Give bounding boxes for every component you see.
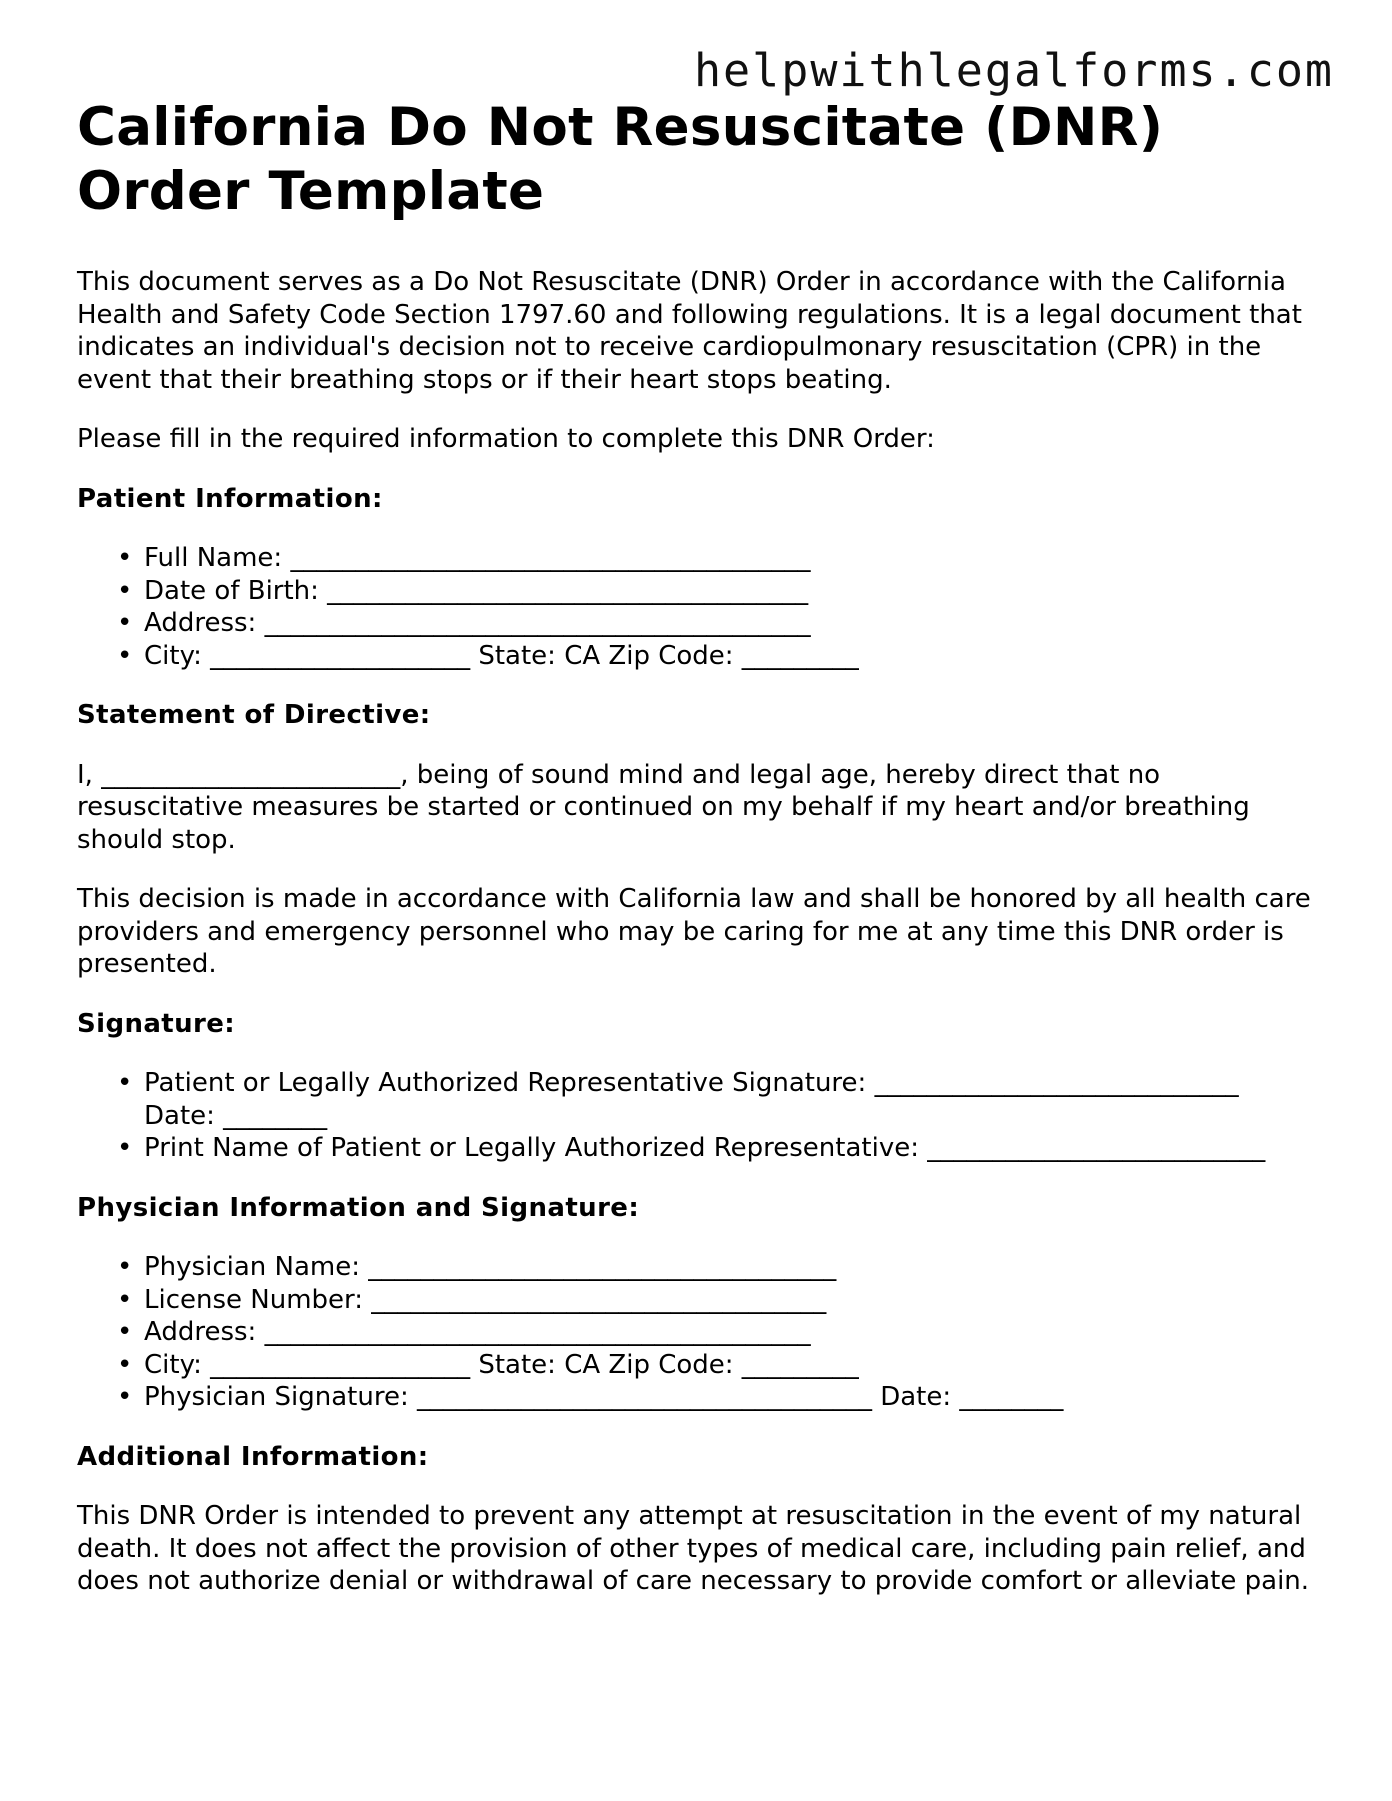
patient-signature-field[interactable] — [117, 1067, 1317, 1132]
field-label: Address: __________________________________________ — [144, 1317, 811, 1347]
patient-full-name-field[interactable] — [117, 542, 1317, 575]
physician-signature-field[interactable] — [117, 1381, 1317, 1414]
bullet-icon: • — [117, 1252, 133, 1282]
physician-list — [77, 1251, 1317, 1414]
document-page — [77, 96, 1317, 1625]
patient-info-heading: Patient Information: — [77, 483, 383, 514]
physician-heading: Physician Information and Signature: — [77, 1192, 640, 1223]
field-label: Address: __________________________________________ — [144, 608, 811, 638]
directive-legal-paragraph: This decision is made in accordance with California law and shall be honored by all health care providers and emergency personnel who may be caring for me at any time this DNR order is presented. — [77, 884, 1311, 979]
field-label: City: ____________________ State: CA Zip Code: _________ — [144, 1349, 859, 1380]
patient-dob-field[interactable] — [117, 575, 1317, 608]
field-label: Date of Birth: _____________________________________ — [144, 575, 809, 606]
patient-print-name-field[interactable] — [117, 1132, 1317, 1165]
physician-city-state-zip-field[interactable] — [117, 1349, 1317, 1382]
field-label: License Number: ___________________________________ — [144, 1284, 827, 1315]
bullet-icon: • — [117, 1317, 133, 1347]
additional-info-paragraph: This DNR Order is intended to prevent any attempt at resuscitation in the event of my natural death. It does not affect the provision of other types of medical care, including pain relief, and does not authorize denial or withdrawal of care necessary to provide comfort or alleviate pain. — [77, 1501, 1310, 1596]
signature-list — [77, 1067, 1317, 1165]
signature-heading: Signature: — [77, 1008, 236, 1039]
field-label: Patient or Legally Authorized Representative Signature: ____________________________ Date: ________ — [144, 1068, 1239, 1131]
physician-address-field[interactable] — [117, 1316, 1317, 1349]
bullet-icon: • — [117, 1133, 133, 1163]
intro-paragraph: This document serves as a Do Not Resuscitate (DNR) Order in accordance with the California Health and Safety Code Section 1797.60 and following regulations. It is a legal document that indicates an individual's decision not to receive cardiopulmonary resuscitation (CPR) in the event that their breathing stops or if their heart stops beating. — [77, 267, 1302, 395]
patient-city-state-zip-field[interactable] — [117, 640, 1317, 673]
directive-statement: I, _______________________, being of sound mind and legal age, hereby direct that no resuscitative measures be started or continued on my behalf if my heart and/or breathing should stop. — [77, 759, 1250, 855]
field-label: Physician Signature: ___________________________________ Date: ________ — [144, 1382, 1064, 1412]
physician-name-field[interactable] — [117, 1251, 1317, 1284]
field-label: Full Name: ________________________________________ — [144, 543, 811, 573]
site-watermark: helpwithlegalforms.com — [693, 44, 1334, 97]
field-label: Physician Name: ____________________________________ — [144, 1252, 837, 1282]
physician-license-field[interactable] — [117, 1284, 1317, 1317]
bullet-icon: • — [117, 543, 133, 573]
additional-info-heading: Additional Information: — [77, 1441, 429, 1472]
patient-info-list — [77, 542, 1317, 672]
bullet-icon: • — [117, 1349, 133, 1380]
field-label: City: ____________________ State: CA Zip Code: _________ — [144, 640, 859, 671]
bullet-icon: • — [117, 1068, 133, 1098]
bullet-icon: • — [117, 575, 133, 606]
document-title: California Do Not Resuscitate (DNR) Order Template — [77, 97, 1164, 222]
bullet-icon: • — [117, 1284, 133, 1315]
patient-address-field[interactable] — [117, 607, 1317, 640]
bullet-icon: • — [117, 1382, 133, 1412]
field-label: Print Name of Patient or Legally Authorized Representative: __________________________ — [144, 1133, 1266, 1163]
bullet-icon: • — [117, 640, 133, 671]
instructions-paragraph: Please fill in the required information to complete this DNR Order: — [77, 424, 935, 454]
directive-heading: Statement of Directive: — [77, 700, 431, 730]
bullet-icon: • — [117, 608, 133, 638]
